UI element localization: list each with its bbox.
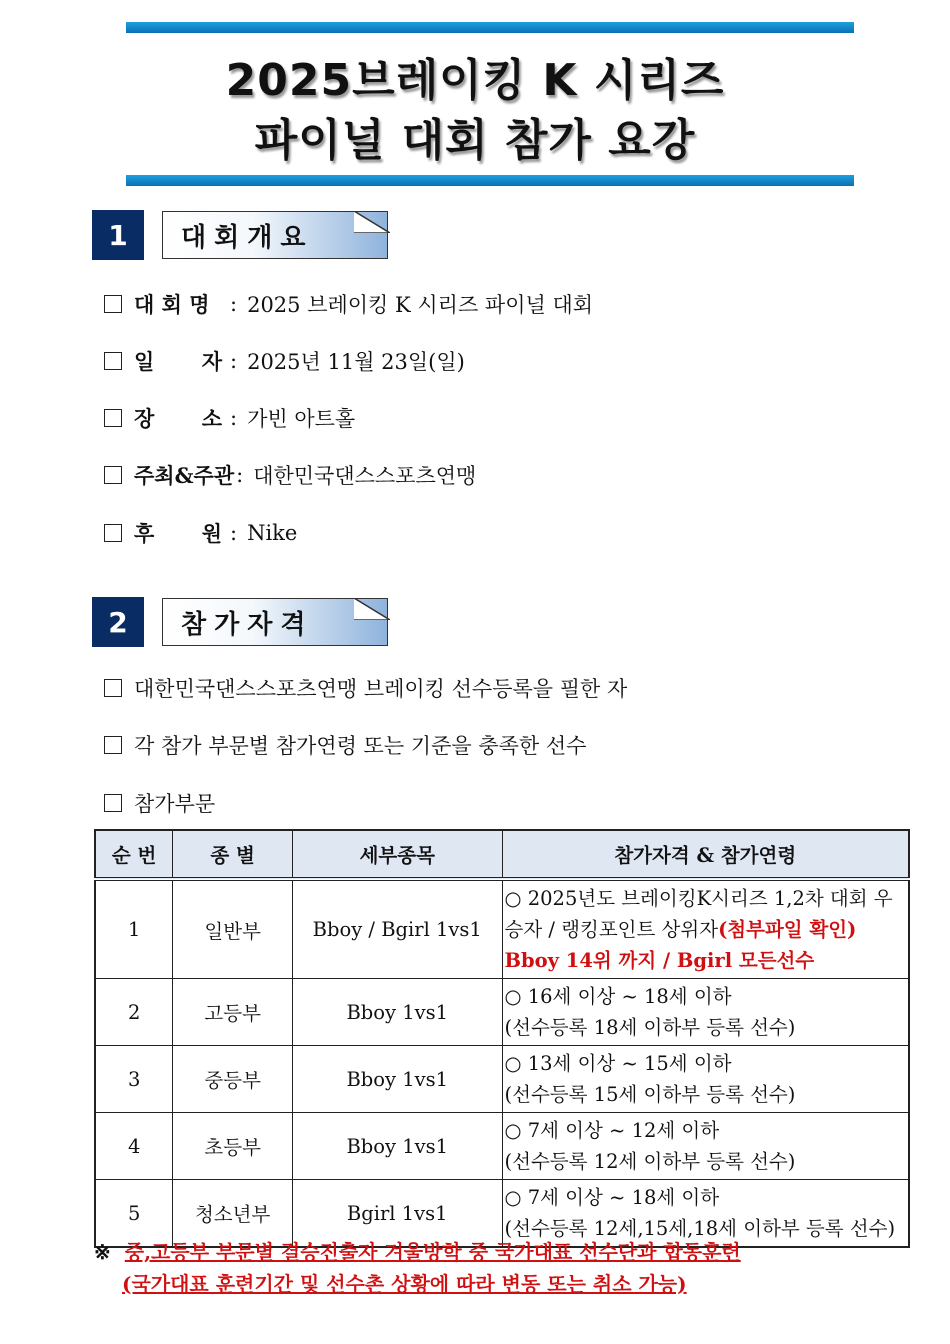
table-header-cell: 참가자격 & 참가연령 [502, 830, 909, 879]
section2-fold-icon [354, 598, 390, 620]
header-bottom-bar [126, 175, 854, 186]
section2-title: 참가자격 [162, 598, 388, 646]
info-item-name: 대 회 명 : 2025 브레이킹 K 시리즈 파이널 대회 [104, 289, 593, 319]
checkbox-square-icon [104, 794, 122, 812]
row-division: 초등부 [173, 1113, 293, 1180]
page-title-line1: 2025브레이킹 K 시리즈 [225, 55, 725, 106]
table-row [95, 1113, 909, 1180]
info-item-venue: 장 소 : 가빈 아트홀 [104, 403, 355, 433]
info-item-host: 주최&주관 : 대한민국댄스스포츠연맹 [104, 460, 476, 490]
checkbox-square-icon [104, 524, 122, 542]
row-qualification: ○ 7세 이상 ~ 18세 이하 (선수등록 12세,15세,18세 이하부 등록 선수) [502, 1180, 909, 1248]
info-value: 대한민국댄스스포츠연맹 [253, 464, 477, 488]
section1-fold-icon [354, 211, 390, 233]
row-number: 5 [95, 1180, 173, 1248]
row-number: 1 [95, 879, 173, 979]
info-label: 대 회 명 [134, 292, 210, 317]
info-value: 가빈 아트홀 [247, 407, 356, 431]
row-event: Bgirl 1vs1 [293, 1180, 503, 1248]
checkbox-square-icon [104, 679, 122, 697]
row-number: 4 [95, 1113, 173, 1180]
note-line2: (국가대표 훈련기간 및 선수촌 상황에 따라 변동 또는 취소 가능) [122, 1272, 687, 1296]
eligibility-item: 각 참가 부문별 참가연령 또는 기준을 충족한 선수 [104, 730, 586, 760]
eligibility-item: 대한민국댄스스포츠연맹 브레이킹 선수등록을 필한 자 [104, 673, 627, 703]
row-division: 고등부 [173, 979, 293, 1046]
row-event: Bboy 1vs1 [293, 979, 503, 1046]
row-qualification: ○ 13세 이상 ~ 15세 이하 (선수등록 15세 이하부 등록 선수) [502, 1046, 909, 1113]
checkbox-square-icon [104, 409, 122, 427]
note-mark: ※ [94, 1240, 111, 1264]
section1-number: 1 [92, 210, 144, 260]
checkbox-square-icon [104, 352, 122, 370]
info-item-date: 일 자 : 2025년 11월 23일(일) [104, 346, 465, 376]
note-line1: ※ 중,고등부 부문별 결승진출자 겨울방학 중 국가대표 선수단과 합동훈련 [94, 1240, 741, 1264]
info-value: Nike [247, 521, 298, 545]
checkbox-square-icon [104, 295, 122, 313]
info-label: 일 자 [134, 349, 222, 374]
eligibility-item: 참가부문 [104, 788, 215, 818]
division-table [94, 829, 910, 1248]
info-label: 주최&주관 [134, 463, 235, 488]
page-title-line2: 파이널 대회 참가 요강 [254, 115, 696, 166]
table-row [95, 879, 909, 979]
table-header-row [95, 830, 909, 879]
info-value: 2025 브레이킹 K 시리즈 파이널 대회 [247, 293, 594, 317]
row-number: 2 [95, 979, 173, 1046]
row-event: Bboy 1vs1 [293, 1046, 503, 1113]
table-header-cell: 종 별 [173, 830, 293, 879]
info-item-sponsor: 후 원 : Nike [104, 518, 297, 548]
section2-number: 2 [92, 597, 144, 647]
row-division: 청소년부 [173, 1180, 293, 1248]
row-qualification: ○ 7세 이상 ~ 12세 이하 (선수등록 12세 이하부 등록 선수) [502, 1113, 909, 1180]
section1-title: 대회개요 [162, 211, 388, 259]
table-header-cell: 순 번 [95, 830, 173, 879]
info-label: 장 소 [134, 406, 222, 431]
row-number: 3 [95, 1046, 173, 1113]
checkbox-square-icon [104, 466, 122, 484]
row-division: 중등부 [173, 1046, 293, 1113]
table-row [95, 979, 909, 1046]
row-qualification: ○ 16세 이상 ~ 18세 이하 (선수등록 18세 이하부 등록 선수) [502, 979, 909, 1046]
row-event: Bboy / Bgirl 1vs1 [293, 879, 503, 979]
info-label: 후 원 [134, 521, 222, 546]
header-top-bar [126, 22, 854, 33]
row-qualification: ○ 2025년도 브레이킹K시리즈 1,2차 대회 우승자 / 랭킹포인트 상위자(첨부파일 확인) Bboy 14위 까지 / Bgirl 모든선수 [502, 879, 909, 979]
row-event: Bboy 1vs1 [293, 1113, 503, 1180]
row-division: 일반부 [173, 879, 293, 979]
info-value: 2025년 11월 23일(일) [247, 350, 465, 374]
checkbox-square-icon [104, 736, 122, 754]
table-header-cell: 세부종목 [293, 830, 503, 879]
table-row [95, 1046, 909, 1113]
